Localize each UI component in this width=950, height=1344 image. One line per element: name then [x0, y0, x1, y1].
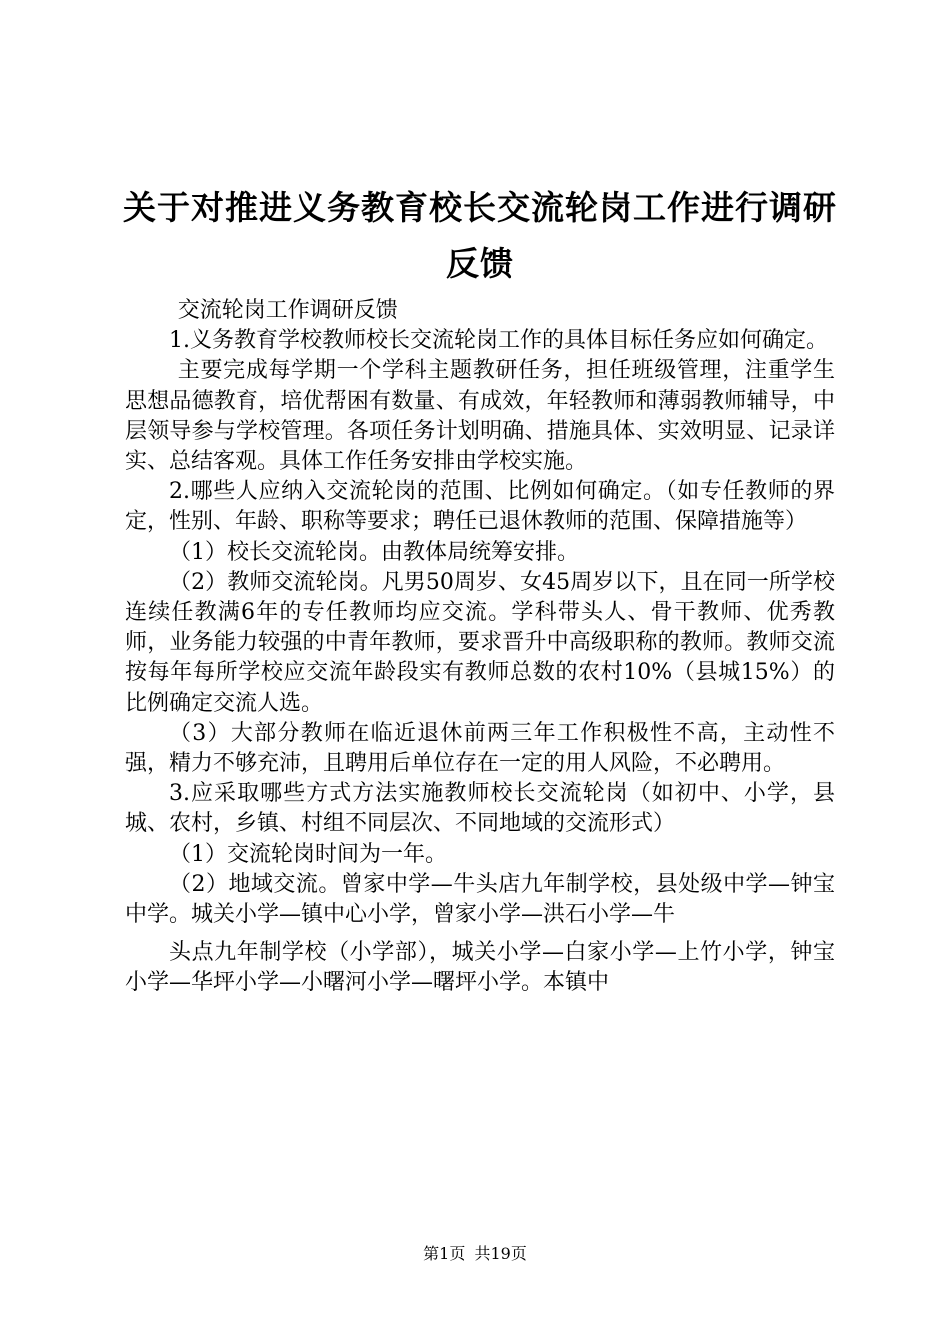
paragraph: 1.义务教育学校教师校长交流轮岗工作的具体目标任务应如何确定。: [169, 328, 828, 354]
paragraph: 2.哪些人应纳入交流轮岗的范围、比例如何确定。（如专任教师的界定，性别、年龄、职称等要求；聘任已退休教师的范围、保障措施等）: [125, 479, 835, 535]
page-number: 第1页: [423, 1244, 466, 1263]
paragraph: 头点九年制学校（小学部），城关小学—白家小学—上竹小学，钟宝小学—华坪小学—小曙河小学—曙坪小学。本镇中: [125, 940, 835, 996]
document-body: [125, 296, 835, 999]
paragraph: 3.应采取哪些方式方法实施教师校长交流轮岗（如初中、小学，县城、农村，乡镇、村组不同层次、不同地域的交流形式）: [125, 781, 835, 837]
page-total: 共19页: [474, 1244, 527, 1263]
paragraph: （2）教师交流轮岗。凡男50周岁、女45周岁以下，且在同一所学校连续任教满6年的专任教师均应交流。学科带头人、骨干教师、优秀教师，业务能力较强的中青年教师，要求晋升中高级职称的教师。教师交流按每年每所学校应交流年龄段实有教师总数的农村10%（县城15%）的比例确定交流人选。: [125, 569, 835, 716]
paragraph: （2）地域交流。曾家中学—牛头店九年制学校，县处级中学—钟宝中学。城关小学—镇中心小学，曾家小学—洪石小学—牛: [125, 871, 835, 928]
paragraph: （1）交流轮岗时间为一年。: [169, 841, 447, 867]
paragraph: （1）校长交流轮岗。由教体局统筹安排。: [169, 539, 579, 565]
paragraph-heading: 交流轮岗工作调研反馈: [177, 298, 398, 323]
paragraph: （3）大部分教师在临近退休前两三年工作积极性不高，主动性不强，精力不够充沛，且聘用后单位存在一定的用人风险，不必聘用。: [125, 720, 835, 777]
page-footer: [0, 1244, 950, 1264]
paragraph: 主要完成每学期一个学科主题教研任务，担任班级管理，注重学生思想品德教育，培优帮困有数量、有成效，年轻教师和薄弱教师辅导，中层领导参与学校管理。各项任务计划明确、措施具体、实效明显、记录详实、总结客观。具体工作任务安排由学校实施。: [125, 358, 835, 475]
document-title: 关于对推进义务教育校长交流轮岗工作进行调研反馈: [123, 188, 837, 283]
